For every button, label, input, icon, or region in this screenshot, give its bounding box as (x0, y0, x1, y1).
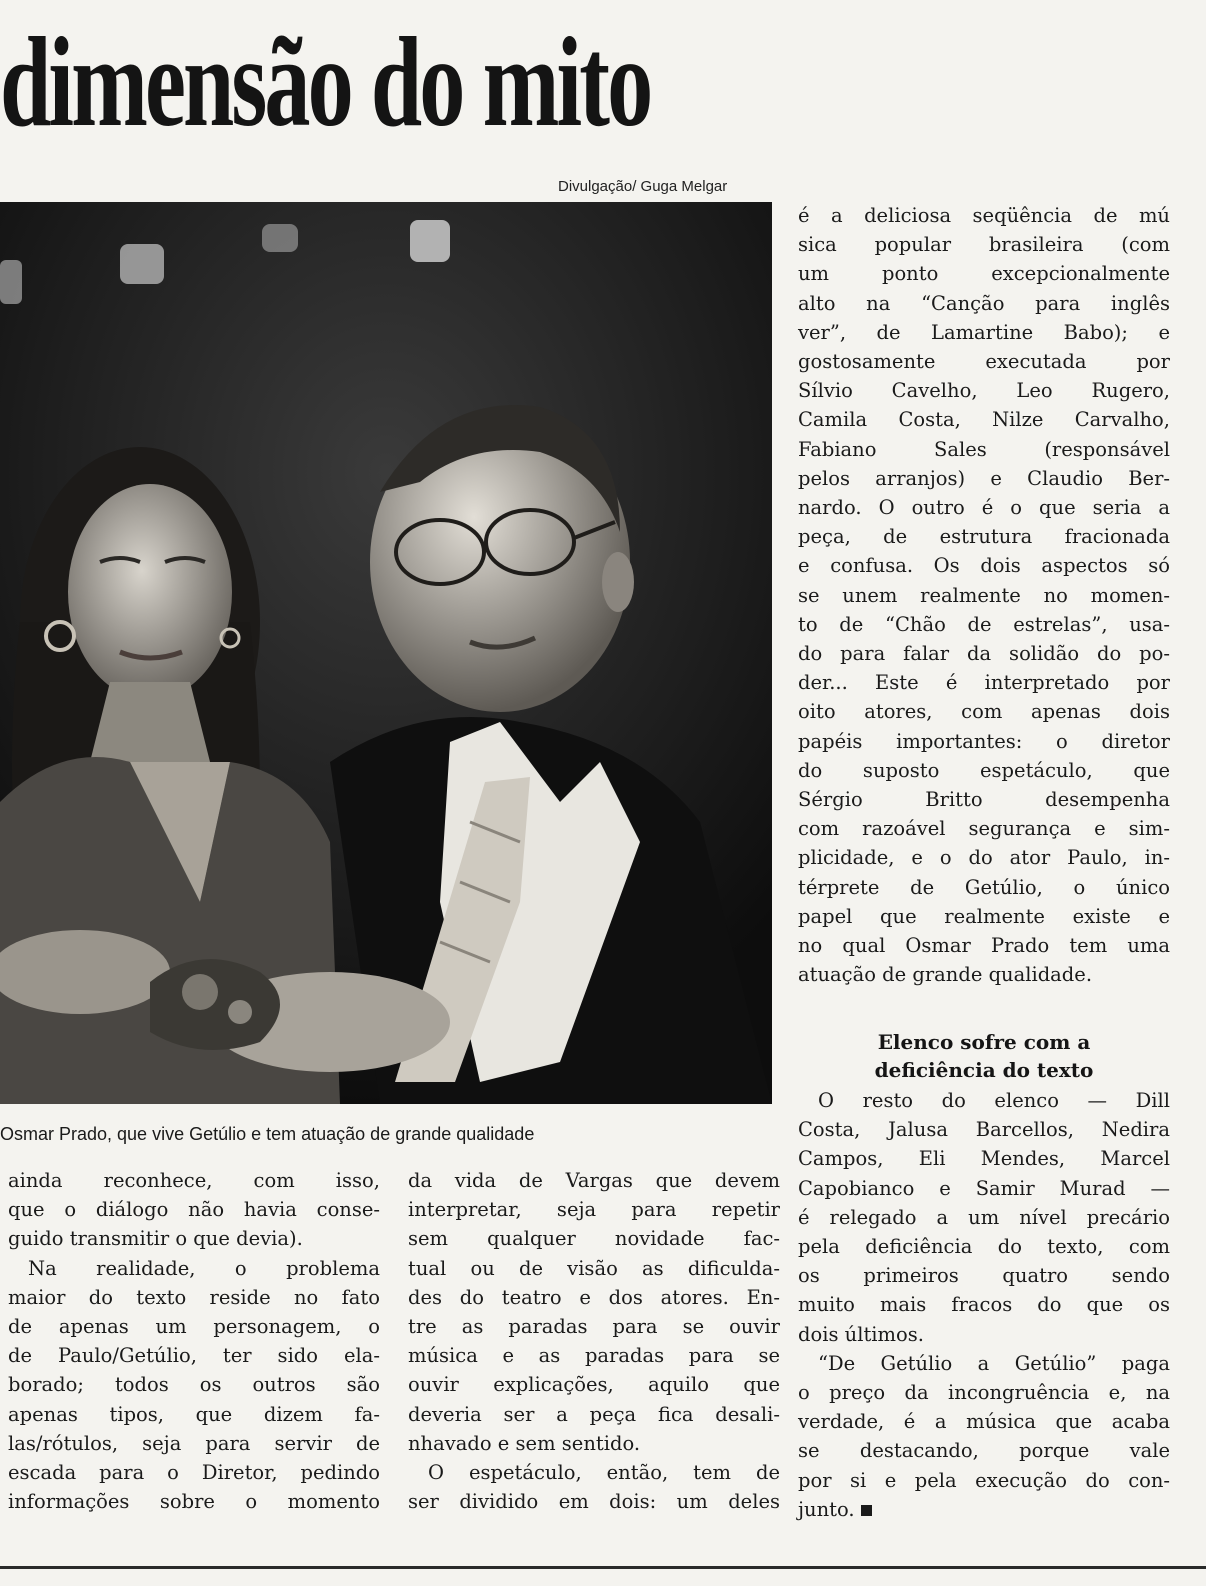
article-line: ouvir explicações, aquilo que (408, 1373, 780, 1397)
article-line: térprete de Getúlio, o único (798, 875, 1170, 899)
article-line-text: junto. (798, 1497, 855, 1521)
article-column-right-top (798, 201, 1170, 989)
end-of-article-mark (861, 1505, 872, 1516)
article-line: tual ou de visão as dificulda- (408, 1256, 780, 1280)
article-line: ver”, de Lamartine Babo); e (798, 320, 1170, 344)
article-line: muito mais fracos do que os (798, 1293, 1170, 1317)
article-line: que o diálogo não havia conse- (8, 1198, 380, 1222)
article-line: alto na “Canção para inglês (798, 291, 1170, 315)
article-line: do suposto espetáculo, que (798, 758, 1170, 782)
article-line: ser dividido em dois: um deles (408, 1490, 780, 1514)
article-line: de apenas um personagem, o (8, 1315, 380, 1339)
article-line: dois últimos. (798, 1322, 924, 1346)
photo-credit: Divulgação/ Guga Melgar (558, 178, 728, 195)
article-line: é a deliciosa seqüência de mú (798, 204, 1170, 227)
photo-caption: Osmar Prado, que vive Getúlio e tem atuação de grande qualidade (0, 1124, 535, 1144)
article-column-middle (408, 1166, 780, 1516)
article-line: se destacando, porque vale (798, 1439, 1170, 1463)
article-line: Fabiano Sales (responsável (798, 437, 1170, 461)
article-line: pelos arranjos) e Claudio Ber- (798, 466, 1170, 490)
article-column-right-bottom (798, 1086, 1170, 1524)
headline: dimensão do mito (0, 11, 651, 153)
article-line: verdade, é a música que acaba (798, 1410, 1170, 1434)
article-line: Camila Costa, Nilze Carvalho, (798, 408, 1170, 432)
article-line: apenas tipos, que dizem fa- (8, 1402, 380, 1426)
article-line-end (798, 1495, 1170, 1524)
article-line: e confusa. Os dois aspectos só (798, 554, 1170, 578)
subheading-line: deficiência do texto (874, 1058, 1094, 1082)
article-line: se unem realmente no momen- (798, 583, 1170, 607)
article-line: der... Este é interpretado por (798, 671, 1170, 695)
article-line: escada para o Diretor, pedindo (8, 1461, 380, 1485)
article-line: atuação de grande qualidade. (798, 963, 1093, 987)
article-line: las/rótulos, seja para servir de (8, 1431, 380, 1455)
article-line: Sérgio Britto desempenha (798, 788, 1170, 812)
article-line: deveria ser a peça fica desali- (408, 1402, 780, 1426)
article-line: da vida de Vargas que devem (408, 1169, 780, 1192)
article-line: o preço da incongruência e, na (798, 1381, 1170, 1405)
article-line: O espetáculo, então, tem de (428, 1461, 780, 1485)
article-column-left (8, 1166, 380, 1516)
article-line: Capobianco e Samir Murad — (798, 1176, 1170, 1200)
article-line: guido transmitir o que devia). (8, 1227, 303, 1251)
subheading (798, 1028, 1170, 1084)
article-line: nardo. O outro é o que seria a (798, 496, 1170, 520)
article-line: borado; todos os outros são (8, 1373, 380, 1397)
article-line: sem qualquer novidade fac- (408, 1227, 780, 1251)
article-line: de Paulo/Getúlio, ter sido ela- (8, 1344, 380, 1368)
bottom-rule (0, 1566, 1206, 1569)
photo-illustration (0, 202, 772, 1104)
article-line: nhavado e sem sentido. (408, 1431, 641, 1455)
article-line: peça, de estrutura fracionada (798, 525, 1170, 549)
article-line: oito atores, com apenas dois (798, 700, 1170, 724)
article-line: ainda reconhece, com isso, (8, 1169, 380, 1192)
article-line: com razoável segurança e sim- (798, 817, 1170, 841)
article-line: des do teatro e dos atores. En- (408, 1285, 780, 1309)
photo (0, 202, 772, 1104)
article-line: gostosamente executada por (798, 350, 1170, 374)
article-line: Costa, Jalusa Barcellos, Nedira (798, 1118, 1170, 1142)
article-line: maior do texto reside no fato (8, 1285, 380, 1309)
article-line: do para falar da solidão do po- (798, 642, 1170, 666)
article-line: música e as paradas para se (408, 1344, 780, 1368)
article-line: informações sobre o momento (8, 1490, 380, 1514)
article-line: “De Getúlio a Getúlio” paga (818, 1351, 1170, 1375)
article-line: sica popular brasileira (com (798, 233, 1170, 257)
article-line: tre as paradas para se ouvir (408, 1315, 780, 1339)
article-line: papel que realmente existe e (798, 904, 1170, 928)
article-line: no qual Osmar Prado tem uma (798, 934, 1170, 958)
article-line: interpretar, seja para repetir (408, 1198, 780, 1222)
article-line: O resto do elenco — Dill (818, 1089, 1170, 1112)
article-line: por si e pela execução do con- (798, 1468, 1170, 1492)
article-line: plicidade, e o do ator Paulo, in- (798, 846, 1170, 870)
article-line: Campos, Eli Mendes, Marcel (798, 1147, 1170, 1171)
article-line: um ponto excepcionalmente (798, 262, 1170, 286)
article-line: papéis importantes: o diretor (798, 729, 1170, 753)
article-line: os primeiros quatro sendo (798, 1264, 1170, 1288)
article-line: to de “Chão de estrelas”, usa- (798, 612, 1170, 636)
subheading-line: Elenco sofre com a (877, 1030, 1091, 1054)
article-line: Sílvio Cavelho, Leo Rugero, (798, 379, 1170, 403)
article-line: Na realidade, o problema (28, 1256, 380, 1280)
article-line: pela deficiência do texto, com (798, 1235, 1170, 1259)
article-line: é relegado a um nível precário (798, 1205, 1170, 1229)
